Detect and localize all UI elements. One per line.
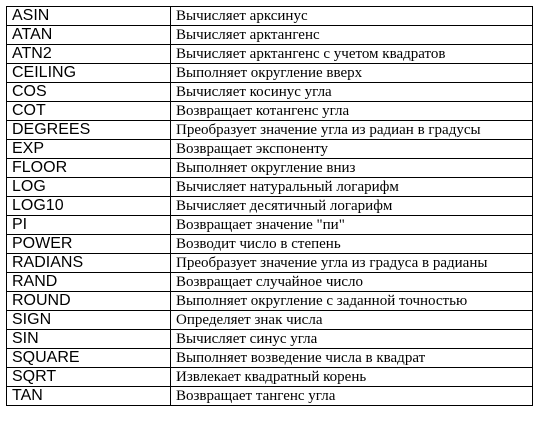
- table-row: [7, 349, 533, 368]
- function-name-cell: DEGREES: [7, 121, 171, 140]
- table-row: [7, 64, 533, 83]
- function-description-cell: Возводит число в степень: [171, 235, 533, 254]
- function-description-cell: Вычисляет натуральный логарифм: [171, 178, 533, 197]
- table-row: [7, 216, 533, 235]
- table-row: [7, 178, 533, 197]
- table-row: [7, 387, 533, 406]
- function-description-cell: Возвращает тангенс угла: [171, 387, 533, 406]
- function-description-cell: Извлекает квадратный корень: [171, 368, 533, 387]
- table-row: [7, 254, 533, 273]
- function-description-cell: Вычисляет десятичный логарифм: [171, 197, 533, 216]
- function-description-cell: Вычисляет арктангенс с учетом квадратов: [171, 45, 533, 64]
- table-row: [7, 235, 533, 254]
- function-description-cell: Выполняет округление вверх: [171, 64, 533, 83]
- function-description-cell: Вычисляет арктангенс: [171, 26, 533, 45]
- functions-table-body: [7, 7, 533, 406]
- function-name-cell: COT: [7, 102, 171, 121]
- function-name-cell: ASIN: [7, 7, 171, 26]
- table-row: [7, 45, 533, 64]
- function-name-cell: SQUARE: [7, 349, 171, 368]
- function-name-cell: COS: [7, 83, 171, 102]
- table-row: [7, 83, 533, 102]
- function-description-cell: Выполняет округление с заданной точностью: [171, 292, 533, 311]
- table-row: [7, 26, 533, 45]
- table-row: [7, 140, 533, 159]
- function-name-cell: TAN: [7, 387, 171, 406]
- function-name-cell: SIGN: [7, 311, 171, 330]
- function-name-cell: ATN2: [7, 45, 171, 64]
- function-description-cell: Возвращает котангенс угла: [171, 102, 533, 121]
- function-description-cell: Возвращает случайное число: [171, 273, 533, 292]
- function-name-cell: POWER: [7, 235, 171, 254]
- function-description-cell: Преобразует значение угла из радиан в градусы: [171, 121, 533, 140]
- function-description-cell: Вычисляет косинус угла: [171, 83, 533, 102]
- function-name-cell: SQRT: [7, 368, 171, 387]
- function-description-cell: Выполняет возведение числа в квадрат: [171, 349, 533, 368]
- table-row: [7, 102, 533, 121]
- function-name-cell: ROUND: [7, 292, 171, 311]
- table-row: [7, 292, 533, 311]
- table-row: [7, 197, 533, 216]
- function-name-cell: RADIANS: [7, 254, 171, 273]
- function-name-cell: CEILING: [7, 64, 171, 83]
- table-row: [7, 121, 533, 140]
- functions-table: [6, 6, 533, 406]
- function-name-cell: LOG10: [7, 197, 171, 216]
- function-name-cell: SIN: [7, 330, 171, 349]
- function-description-cell: Выполняет округление вниз: [171, 159, 533, 178]
- function-name-cell: LOG: [7, 178, 171, 197]
- function-description-cell: Возвращает значение "пи": [171, 216, 533, 235]
- function-description-cell: Вычисляет арксинус: [171, 7, 533, 26]
- table-row: [7, 368, 533, 387]
- table-row: [7, 7, 533, 26]
- table-row: [7, 159, 533, 178]
- function-description-cell: Преобразует значение угла из градуса в радианы: [171, 254, 533, 273]
- function-description-cell: Возвращает экспоненту: [171, 140, 533, 159]
- table-row: [7, 311, 533, 330]
- table-row: [7, 273, 533, 292]
- table-row: [7, 330, 533, 349]
- function-name-cell: PI: [7, 216, 171, 235]
- function-name-cell: ATAN: [7, 26, 171, 45]
- function-name-cell: FLOOR: [7, 159, 171, 178]
- function-name-cell: EXP: [7, 140, 171, 159]
- function-name-cell: RAND: [7, 273, 171, 292]
- function-description-cell: Определяет знак числа: [171, 311, 533, 330]
- function-description-cell: Вычисляет синус угла: [171, 330, 533, 349]
